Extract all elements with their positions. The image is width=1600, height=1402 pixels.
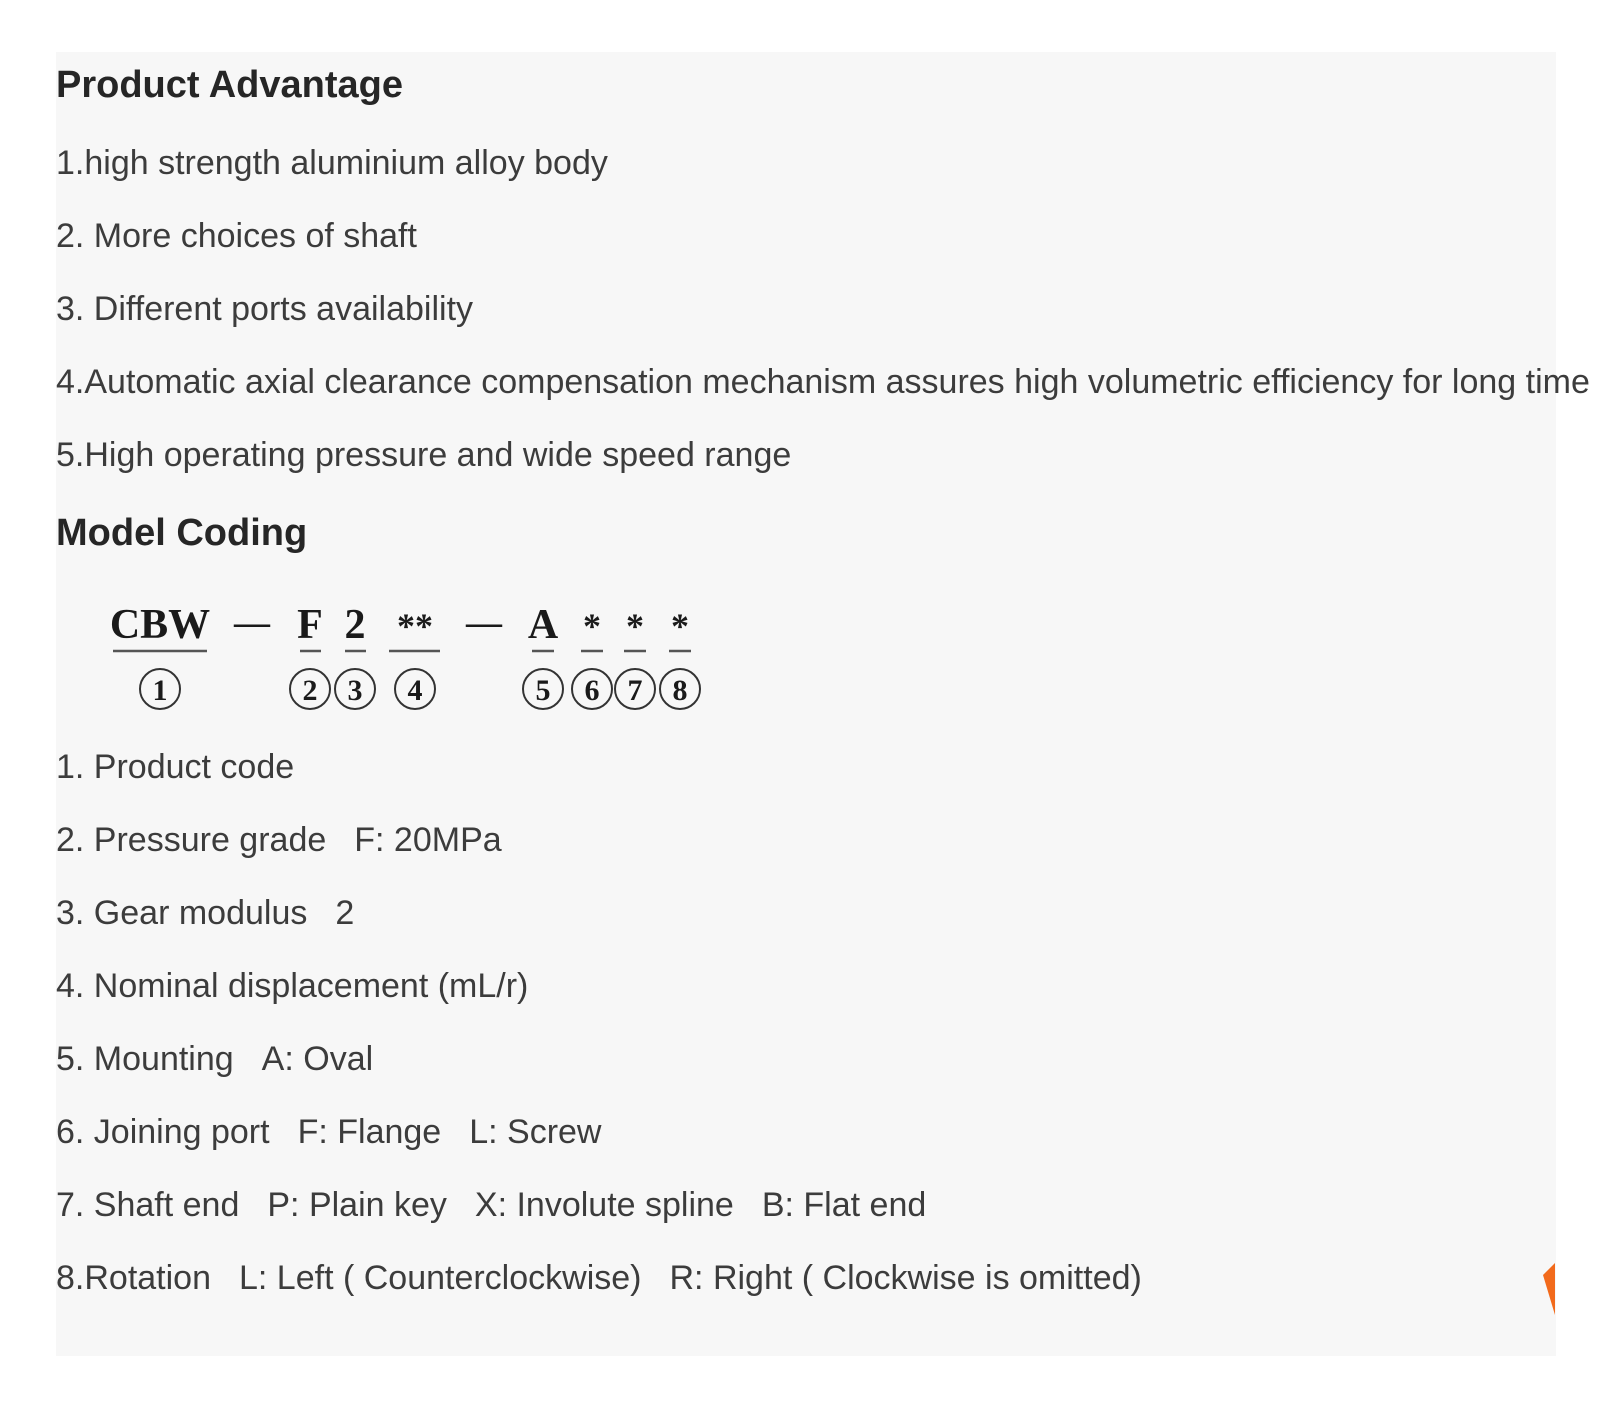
advantage-item-4: 4.Automatic axial clearance compensation mechanism assures high volumetric efficiency for long time <box>56 363 1590 401</box>
coding-option: R: Right ( Clockwise is omitted) <box>669 1259 1142 1297</box>
coding-option: F: Flange <box>297 1113 442 1151</box>
content-panel <box>56 52 1590 1356</box>
coding-option: X: Involute spline <box>474 1186 734 1224</box>
circled-number-8: 8 <box>672 674 688 707</box>
circled-number-4: 4 <box>407 674 423 707</box>
circled-number-6: 6 <box>584 674 600 707</box>
product-advantage-heading: Product Advantage <box>56 64 403 106</box>
code-segment-shaft: * <box>626 606 644 646</box>
code-segment-rotation: * <box>671 606 689 646</box>
coding-item-label: 1. Product code <box>56 748 295 786</box>
code-segment-mounting: A <box>527 602 559 648</box>
circled-number-5: 5 <box>535 674 551 707</box>
code-segment-modulus: 2 <box>344 602 366 648</box>
code-separator-1: — <box>234 602 270 642</box>
coding-item-4 <box>56 967 528 1006</box>
coding-item-label: 6. Joining port <box>56 1113 270 1151</box>
coding-item-2 <box>56 821 502 860</box>
coding-item-label: 5. Mounting <box>56 1040 234 1078</box>
advantage-item-1: 1.high strength aluminium alloy body <box>56 144 608 182</box>
code-segment-port: * <box>583 606 601 646</box>
coding-option: A: Oval <box>261 1040 374 1078</box>
coding-option: L: Left ( Counterclockwise) <box>239 1259 642 1297</box>
advantage-item-3: 3. Different ports availability <box>56 290 474 328</box>
coding-item-label: 3. Gear modulus <box>56 894 308 932</box>
coding-item-6 <box>56 1113 601 1152</box>
coding-item-1 <box>56 748 294 787</box>
circled-number-3: 3 <box>347 674 363 707</box>
circled-number-2: 2 <box>302 674 318 707</box>
code-segment-pressure: F <box>297 602 323 648</box>
advantage-item-5: 5.High operating pressure and wide speed range <box>56 436 792 474</box>
circled-number-7: 7 <box>627 674 643 707</box>
coding-item-label: 7. Shaft end <box>56 1186 240 1224</box>
coding-item-7 <box>56 1186 926 1225</box>
coding-item-label: 8.Rotation <box>56 1259 211 1297</box>
coding-item-3 <box>56 894 354 933</box>
coding-item-5 <box>56 1040 373 1079</box>
advantage-item-2: 2. More choices of shaft <box>56 217 417 255</box>
code-segment-displacement: ** <box>397 606 433 646</box>
coding-item-8 <box>56 1259 1142 1298</box>
coding-option: F: 20MPa <box>354 821 502 859</box>
coding-option: B: Flat end <box>761 1186 927 1224</box>
code-segment-product: CBW <box>109 602 211 648</box>
orange-accent-mark <box>1543 1263 1555 1315</box>
model-coding-heading: Model Coding <box>56 512 308 554</box>
code-separator-2: — <box>466 602 502 642</box>
coding-option: L: Screw <box>469 1113 602 1151</box>
coding-item-label: 2. Pressure grade <box>56 821 327 859</box>
model-code-diagram <box>84 594 764 734</box>
coding-option: 2 <box>335 894 355 932</box>
coding-item-label: 4. Nominal displacement (mL/r) <box>56 967 529 1005</box>
coding-option: P: Plain key <box>267 1186 447 1224</box>
circled-number-1: 1 <box>152 674 168 707</box>
